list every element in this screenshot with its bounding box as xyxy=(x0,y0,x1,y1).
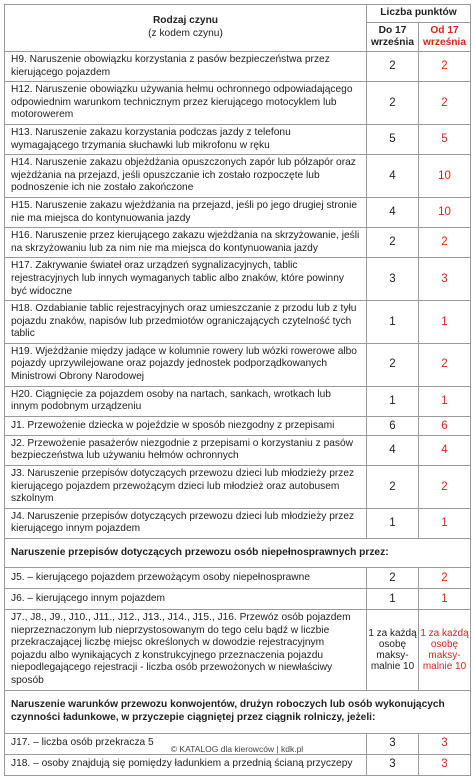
points-from-sept: 3 xyxy=(419,258,471,301)
points-until-sept: 6 xyxy=(367,416,419,435)
points-from-sept: 2 xyxy=(419,82,471,125)
points-until-sept: 2 xyxy=(367,466,419,509)
points-from-sept: 10 xyxy=(419,197,471,227)
section-row xyxy=(5,690,471,733)
points-from-sept: 2 xyxy=(419,228,471,258)
table-body xyxy=(5,52,471,776)
points-until-sept: 5 xyxy=(367,124,419,154)
offense-type-title: Rodzaj czynu xyxy=(152,15,219,27)
page xyxy=(0,4,474,771)
table-row xyxy=(5,568,471,589)
points-until-sept: 3 xyxy=(367,754,419,775)
points-until-sept: 3 xyxy=(367,733,419,754)
offense-description: J5. – kierującego pojazdem przewożącym osoby niepełnosprawne xyxy=(5,568,367,589)
offense-description: J4. Naruszenie przepisów dotyczących przewozu dzieci lub młodzieży przez kierującego innym pojazdem xyxy=(5,508,367,538)
offense-description: H14. Naruszenie zakazu objeżdżania opuszczonych zapór lub półzapór oraz wjeżdżania na przejazd, jeśli opuszczanie ich zostało rozpoczęte lub podnoszenie ich nie zostało zakończone xyxy=(5,155,367,198)
table-row xyxy=(5,155,471,198)
offense-description: H19. Wjeżdżanie między jadące w kolumnie rowery lub wózki rowerowe albo pojazdy uprzywilejowane oraz pojazdy jednostek podporządkowanych Ministrowi Obrony Narodowej xyxy=(5,343,367,386)
points-from-sept: 1 xyxy=(419,301,471,344)
offense-description: J1. Przewożenie dziecka w pojeździe w sposób niezgodny z przepisami xyxy=(5,416,367,435)
points-from-sept: 5 xyxy=(419,124,471,154)
offense-description: J2. Przewożenie pasażerów niezgodnie z przepisami o korzystaniu z pasów bezpieczeństwa lub używaniu hełmów ochronnych xyxy=(5,435,367,465)
points-until-sept: 1 za każdą osobę maksy-malnie 10 xyxy=(367,610,419,691)
points-until-sept: 1 xyxy=(367,301,419,344)
table-row xyxy=(5,343,471,386)
points-until-sept: 2 xyxy=(367,228,419,258)
table-row xyxy=(5,386,471,416)
table-row xyxy=(5,754,471,775)
footer-credit: © KATALOG dla kierowców | kdk.pl xyxy=(170,744,304,754)
table-row xyxy=(5,228,471,258)
offense-description: J3. Naruszenie przepisów dotyczących przewozu dzieci lub młodzieży przez kierującego pojazdem przewożącym dzieci lub młodzież oraz autobusem szkolnym xyxy=(5,466,367,509)
table-row xyxy=(5,589,471,610)
points-until-sept: 4 xyxy=(367,435,419,465)
points-from-sept: 1 xyxy=(419,508,471,538)
points-until-sept: 1 xyxy=(367,386,419,416)
points-until-sept: 2 xyxy=(367,82,419,125)
points-until-sept: 4 xyxy=(367,197,419,227)
table-row xyxy=(5,508,471,538)
offense-description: H15. Naruszenie zakazu wjeżdżania na przejazd, jeśli po jego drugiej stronie nie ma miejsca do kontynuowania jazdy xyxy=(5,197,367,227)
from-sept-header: Od 17 września xyxy=(419,23,471,52)
offense-type-subtitle: (z kodem czynu) xyxy=(148,28,223,39)
table-row xyxy=(5,258,471,301)
table-row xyxy=(5,435,471,465)
section-row xyxy=(5,539,471,568)
points-from-sept: 1 xyxy=(419,386,471,416)
points-from-sept: 6 xyxy=(419,416,471,435)
offense-description: H13. Naruszenie zakazu korzystania podczas jazdy z telefonu wymagającego trzymania słuchawki lub mikrofonu w ręku xyxy=(5,124,367,154)
table-row xyxy=(5,610,471,691)
points-until-sept: 2 xyxy=(367,52,419,82)
table-row xyxy=(5,124,471,154)
offense-description: J18. – osoby znajdują się pomiędzy ładunkiem a przednią ścianą przyczepy xyxy=(5,754,367,775)
penalty-points-table xyxy=(4,4,471,776)
offense-description: H17. Zakrywanie świateł oraz urządzeń sygnalizacyjnych, tablic rejestracyjnych lub innych wymaganych tablic albo znaków, które powinny być widoczne xyxy=(5,258,367,301)
points-until-sept: 4 xyxy=(367,155,419,198)
points-until-sept: 1 xyxy=(367,589,419,610)
offense-description: J17. – liczba osób przekracza 5 xyxy=(5,733,367,754)
points-from-sept: 2 xyxy=(419,466,471,509)
points-from-sept: 2 xyxy=(419,568,471,589)
until-sept-header: Do 17 września xyxy=(367,23,419,52)
offense-type-header xyxy=(5,5,367,52)
table-row xyxy=(5,301,471,344)
offense-description: H9. Naruszenie obowiązku korzystania z pasów bezpieczeństwa przez kierującego pojazdem xyxy=(5,52,367,82)
table-row xyxy=(5,197,471,227)
points-from-sept: 4 xyxy=(419,435,471,465)
points-from-sept: 3 xyxy=(419,733,471,754)
points-until-sept: 1 xyxy=(367,508,419,538)
table-row xyxy=(5,416,471,435)
table-row xyxy=(5,52,471,82)
section-title: Naruszenie przepisów dotyczących przewozu osób niepełnosprawnych przez: xyxy=(5,539,471,568)
points-until-sept: 2 xyxy=(367,568,419,589)
points-from-sept: 2 xyxy=(419,52,471,82)
table-row xyxy=(5,466,471,509)
points-from-sept: 10 xyxy=(419,155,471,198)
points-header: Liczba punktów xyxy=(367,5,471,23)
offense-description: H16. Naruszenie przez kierującego zakazu wjeżdżania na skrzyżowanie, jeśli na skrzyżowaniu lub za nim nie ma miejsca do kontynuowania jazdy xyxy=(5,228,367,258)
points-until-sept: 3 xyxy=(367,258,419,301)
offense-description: H12. Naruszenie obowiązku używania hełmu ochronnego odpowiadającego odpowiednim warunkom technicznym przez kierującego motocyklem lub motorowerem xyxy=(5,82,367,125)
offense-description: H18. Ozdabianie tablic rejestracyjnych oraz umieszczanie z przodu lub z tyłu pojazdu znaków, napisów lub przedmiotów ograniczających czytelność tych tablic xyxy=(5,301,367,344)
points-from-sept: 1 xyxy=(419,589,471,610)
points-until-sept: 2 xyxy=(367,343,419,386)
table-row xyxy=(5,82,471,125)
points-from-sept: 2 xyxy=(419,343,471,386)
points-from-sept: 3 xyxy=(419,754,471,775)
offense-description: J7., J8., J9., J10., J11., J12., J13., J14., J15., J16. Przewóz osób pojazdem nieprzeznaczonym lub nieprzystosowanym do tego celu bądź w liczbie przekraczającej liczbę miejsc określonych w dowodzie rejestracyjnym pojazdu albo wynikających z konstrukcyjnego przeznaczenia pojazdu niepodlegającego rejestracji - liczba osób przewożonych w niewłaściwy sposób xyxy=(5,610,367,691)
offense-description: J6. – kierującego innym pojazdem xyxy=(5,589,367,610)
section-title: Naruszenie warunków przewozu konwojentów, drużyn roboczych lub osób wykonujących czynności ładunkowe, w przyczepie ciągniętej przez ciągnik rolniczy, jeżeli: xyxy=(5,690,471,733)
points-from-sept: 1 za każdą osobę maksy-malnie 10 xyxy=(419,610,471,691)
offense-description: H20. Ciągnięcie za pojazdem osoby na nartach, sankach, wrotkach lub innym podobnym urządzeniu xyxy=(5,386,367,416)
